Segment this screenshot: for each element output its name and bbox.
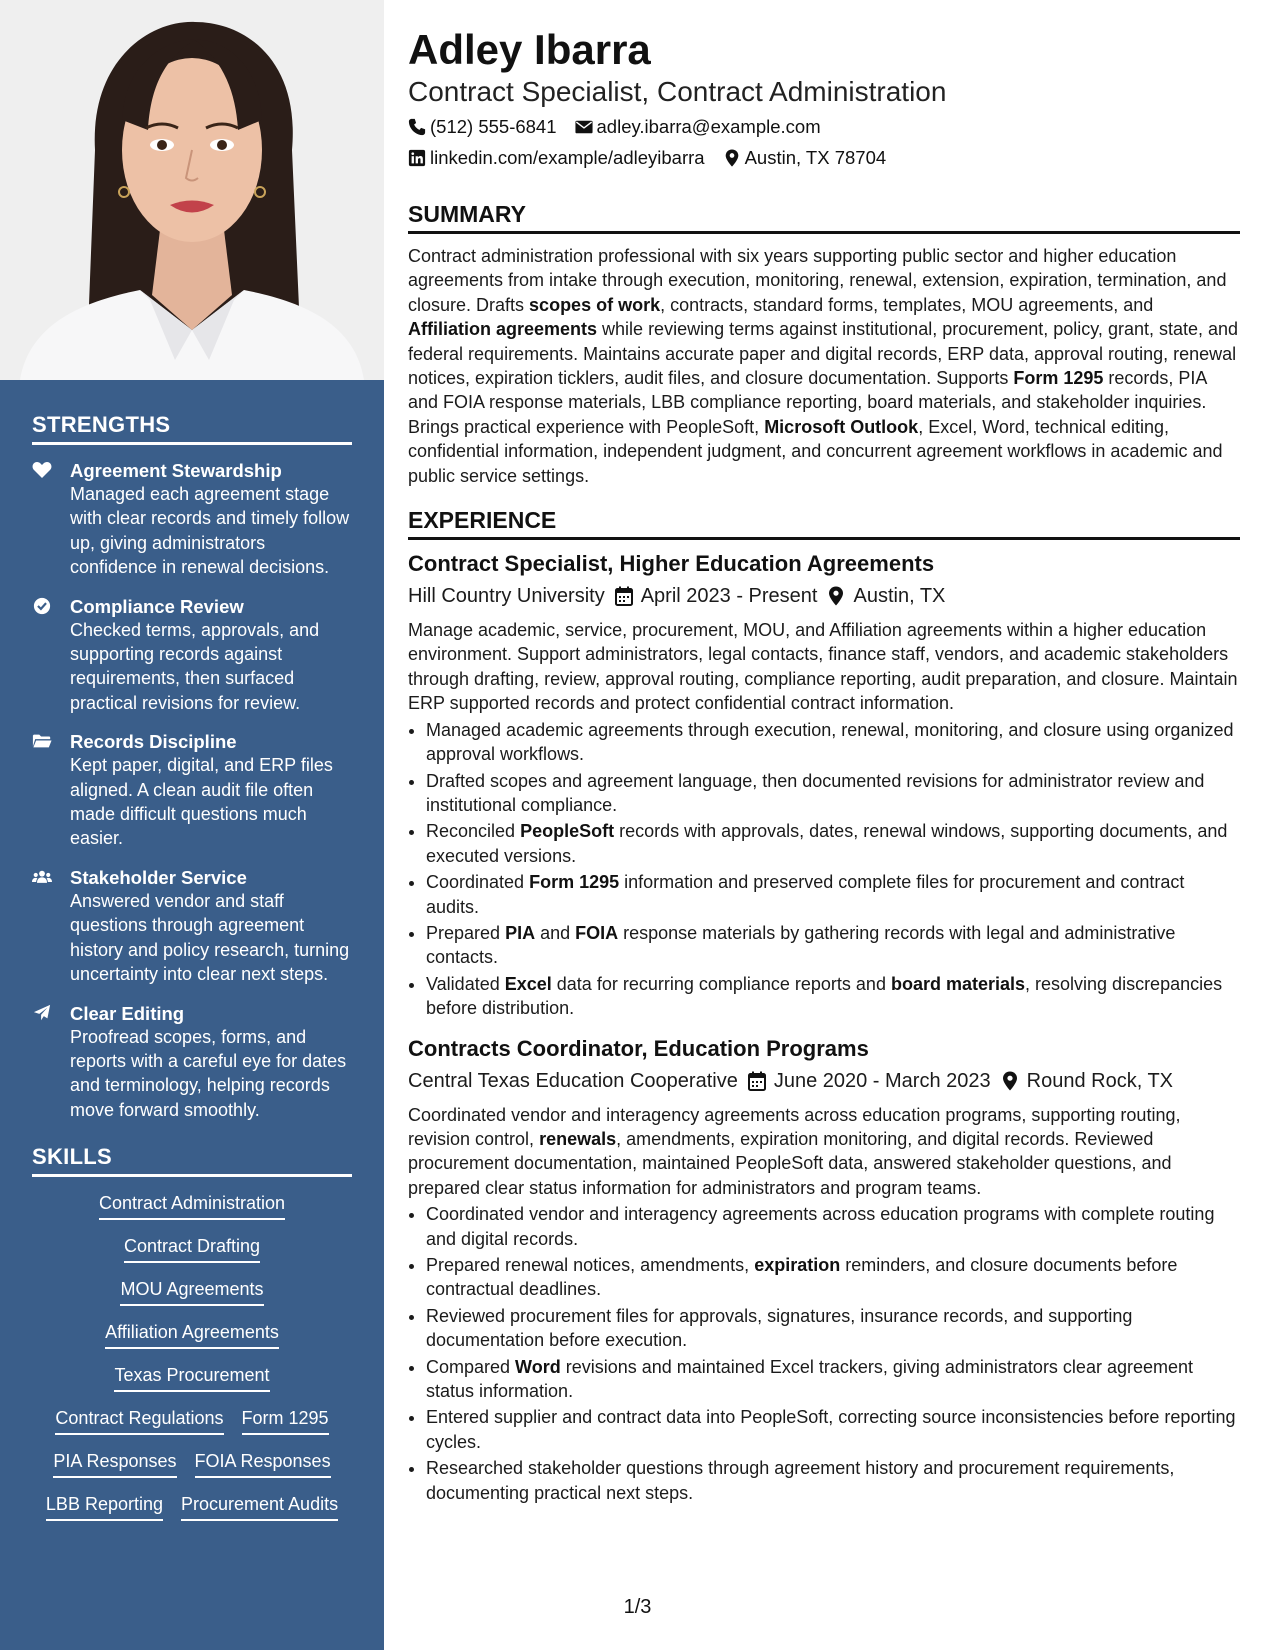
map-pin-icon <box>1001 1071 1019 1091</box>
phone-contact <box>408 115 557 139</box>
calendar-icon <box>748 1071 766 1091</box>
skill-tag: PIA Responses <box>53 1449 176 1478</box>
job-entry <box>408 550 1240 1021</box>
job-title: Contracts Coordinator, Education Programs <box>408 1035 869 1061</box>
calendar-icon <box>615 586 633 606</box>
linkedin-contact[interactable] <box>408 146 705 170</box>
location-contact <box>723 146 887 170</box>
job-description: Manage academic, service, procurement, MOU, and Affiliation agreements within a higher education environment. Support administrators, legal contacts, finance staff, vendors, and academic stakeholders through drafting, review, approval routing, compliance reporting, audit preparation, and closure. Maintain ERP supported records and protect confidential contract information. <box>408 620 1238 714</box>
contact-row-1 <box>408 115 1240 139</box>
check-circle-icon <box>32 595 70 716</box>
strength-item <box>32 866 352 987</box>
skill-tag: Contract Administration <box>99 1191 285 1220</box>
skill-tag: Contract Drafting <box>124 1234 260 1263</box>
phone-text: (512) 555-6841 <box>430 116 557 137</box>
strength-desc: Proofread scopes, forms, and reports with a careful eye for dates and terminology, helping records move forward smoothly. <box>70 1026 347 1120</box>
strength-desc: Checked terms, approvals, and supporting records against requirements, then surfaced practical revisions for review. <box>70 619 320 713</box>
location-text: Austin, TX 78704 <box>744 147 887 168</box>
skill-tag: FOIA Responses <box>195 1449 331 1478</box>
job-meta <box>408 582 1240 610</box>
bullet-item: • Drafted scopes and agreement language, then documented revisions for administrator review and institutional compliance. <box>426 769 1240 818</box>
job-company: Central Texas Education Cooperative <box>408 1069 738 1092</box>
phone-icon <box>408 118 426 136</box>
profile-photo <box>0 0 384 380</box>
strength-item <box>32 1002 352 1123</box>
main-content <box>408 24 1240 1507</box>
job-company: Hill Country University <box>408 585 605 608</box>
skills-heading: SKILLS <box>32 1144 352 1177</box>
profile-portrait-image <box>0 0 384 380</box>
strength-title: Records Discipline <box>70 731 237 753</box>
page-number-text: 1/3 <box>623 1596 652 1618</box>
job-dates: April 2023 - Present <box>640 585 818 608</box>
summary-heading: SUMMARY <box>408 200 1240 234</box>
bullet-item: • Prepared PIA and FOIA response materials by gathering records with legal and administrative contacts. <box>426 921 1240 970</box>
bullet-item: • Validated Excel data for recurring compliance reports and board materials, resolving discrepancies before distribution. <box>426 972 1240 1021</box>
job-title: Contract Specialist, Higher Education Agreements <box>408 551 935 577</box>
job-bullets <box>408 718 1240 1021</box>
bullet-item: • Reconciled PeopleSoft records with approvals, dates, renewal windows, supporting documents, and executed versions. <box>426 819 1240 868</box>
strength-desc: Kept paper, digital, and ERP files aligned. A clean audit file often made difficult questions much easier. <box>70 755 333 849</box>
strength-desc: Answered vendor and staff questions through agreement history and policy research, turning uncertainty into clear next steps. <box>70 890 350 985</box>
paper-plane-icon <box>32 1002 70 1123</box>
bullet-item: • Entered supplier and contract data into PeopleSoft, correcting source inconsistencies before reporting cycles. <box>426 1405 1240 1454</box>
summary-text: Contract administration professional with six years supporting public sector and higher education agreements from intake through execution, monitoring, renewal, extension, expiration, termination, and closure. Drafts scopes of work, contracts, standard forms, templates, MOU agreements, and Affiliation agreements while reviewing terms against institutional, procurement, policy, grant, state, and federal requirements. Maintains accurate paper and digital records, ERP data, approval routing, renewal notices, expiration ticklers, audit files, and closure documentation. Supports Form 1295 records, PIA and FOIA response materials, LBB compliance reporting, board materials, and stakeholder inquiries. Brings practical experience with PeopleSoft, Microsoft Outlook, Excel, Word, technical editing, confidential information, independent judgment, and concurrent agreement workflows in academic and public service settings. <box>408 246 1239 486</box>
skill-tag: Procurement Audits <box>181 1492 338 1521</box>
linkedin-text[interactable]: linkedin.com/example/adleyibarra <box>430 147 705 168</box>
bullet-item: • Coordinated Form 1295 information and preserved complete files for procurement and contract audits. <box>426 870 1240 919</box>
job-location: Round Rock, TX <box>1026 1069 1174 1092</box>
skill-tag: MOU Agreements <box>120 1277 263 1306</box>
candidate-name: Adley Ibarra <box>408 26 651 73</box>
bullet-item: • Managed academic agreements through execution, renewal, monitoring, and closure using organized approval workflows. <box>426 718 1240 767</box>
strengths-heading: STRENGTHS <box>32 412 352 445</box>
email-contact[interactable] <box>575 115 821 139</box>
strength-desc: Managed each agreement stage with clear records and timely follow up, giving administrators confidence in renewal decisions. <box>70 484 350 578</box>
strength-title: Clear Editing <box>70 1002 185 1024</box>
job-location: Austin, TX <box>853 585 946 608</box>
strength-title: Compliance Review <box>70 595 244 617</box>
page-number <box>0 1596 1275 1619</box>
strength-item <box>32 595 352 716</box>
linkedin-icon <box>408 149 426 167</box>
bullet-item: • Coordinated vendor and interagency agreements across education programs with complete routing and digital records. <box>426 1202 1240 1251</box>
bullet-item: • Prepared renewal notices, amendments, expiration reminders, and closure documents before contractual deadlines. <box>426 1253 1240 1302</box>
bullet-item: • Reviewed procurement files for approvals, signatures, insurance records, and supporting documentation before execution. <box>426 1304 1240 1353</box>
envelope-icon <box>575 118 593 136</box>
email-text[interactable]: adley.ibarra@example.com <box>596 116 821 137</box>
strength-item <box>32 730 352 851</box>
contact-row-2 <box>408 146 1240 170</box>
skill-tag: Affiliation Agreements <box>105 1320 279 1349</box>
skill-tag: Texas Procurement <box>114 1363 269 1392</box>
experience-heading: EXPERIENCE <box>408 506 1240 540</box>
map-pin-icon <box>827 586 845 606</box>
skill-tag: Form 1295 <box>242 1406 329 1435</box>
heart-icon <box>32 459 70 580</box>
job-dates: June 2020 - March 2023 <box>773 1069 991 1092</box>
folder-open-icon <box>32 730 70 851</box>
candidate-title: Contract Specialist, Contract Administration <box>408 76 947 107</box>
strength-title: Agreement Stewardship <box>70 460 282 481</box>
job-description: Coordinated vendor and interagency agreements across education programs, supporting routing, revision control, renewals, amendments, expiration monitoring, and digital records. Reviewed procurement documentation, maintained PeopleSoft data, answered stakeholder questions, and prepared clear status information for administrators and program teams. <box>408 1104 1181 1198</box>
skill-tag: Contract Regulations <box>55 1406 223 1435</box>
job-entry <box>408 1035 1240 1506</box>
job-bullets <box>408 1202 1240 1505</box>
strength-title: Stakeholder Service <box>70 866 247 888</box>
skill-tag: LBB Reporting <box>46 1492 163 1521</box>
strength-item <box>32 459 352 580</box>
sidebar <box>0 0 384 1650</box>
users-icon <box>32 866 70 987</box>
map-pin-icon <box>723 149 741 167</box>
job-meta <box>408 1067 1240 1095</box>
bullet-item: • Researched stakeholder questions through agreement history and procurement requirements, documenting practical next steps. <box>426 1456 1240 1505</box>
bullet-item: • Compared Word revisions and maintained Excel trackers, giving administrators clear agreement status information. <box>426 1355 1240 1404</box>
